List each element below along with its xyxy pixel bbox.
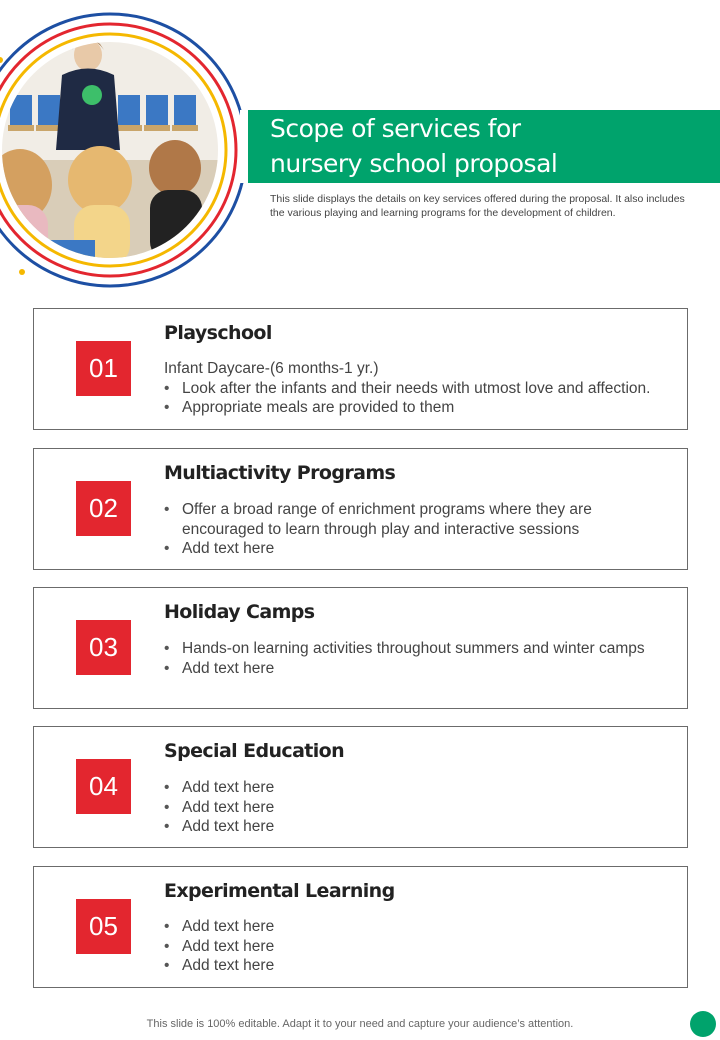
- bullet-list: [164, 639, 674, 678]
- bullet-item: • Add text here: [164, 817, 674, 837]
- card-title: Playschool: [164, 322, 272, 344]
- service-card-playschool: [33, 308, 688, 430]
- service-card-experimental-learning: [33, 866, 688, 988]
- bullet-item: • Offer a broad range of enrichment programs where they are encouraged to learn through play and interactive sessions: [164, 500, 674, 539]
- number-badge: 04: [76, 759, 131, 814]
- bullet-item: • Look after the infants and their needs with utmost love and affection.: [164, 379, 674, 399]
- bullet-list: [164, 778, 674, 837]
- service-card-holiday-camps: [33, 587, 688, 709]
- card-title: Experimental Learning: [164, 880, 395, 902]
- bullet-item: • Add text here: [164, 539, 674, 559]
- bullet-item: • Appropriate meals are provided to them: [164, 398, 674, 418]
- bullet-item: • Add text here: [164, 798, 674, 818]
- bullet-list: [164, 379, 674, 418]
- classroom-photo: [0, 0, 250, 300]
- number-badge: 05: [76, 899, 131, 954]
- number-badge: 03: [76, 620, 131, 675]
- bullet-item: • Hands-on learning activities throughout summers and winter camps: [164, 639, 674, 659]
- service-card-multiactivity: [33, 448, 688, 570]
- bullet-item: • Add text here: [164, 917, 674, 937]
- number-badge: 02: [76, 481, 131, 536]
- card-body: [164, 778, 674, 837]
- page-title: Scope of services for nursery school proposal: [270, 114, 558, 178]
- footer-note: This slide is 100% editable. Adapt it to your need and capture your audience’s attention.: [146, 1018, 574, 1030]
- card-body: [164, 917, 674, 976]
- bullet-item: • Add text here: [164, 956, 674, 976]
- bullet-list: [164, 500, 674, 559]
- card-body: [164, 639, 674, 678]
- card-intro: Infant Daycare-(6 months-1 yr.): [164, 360, 379, 377]
- number-badge: 01: [76, 341, 131, 396]
- card-body: [164, 500, 674, 559]
- bullet-item: • Add text here: [164, 659, 674, 679]
- page-subtitle: This slide displays the details on key services offered during the proposal. It also includes the various playing and learning programs for the development of children.: [270, 193, 685, 219]
- card-title: Holiday Camps: [164, 601, 315, 623]
- card-title: Special Education: [164, 740, 345, 762]
- service-card-special-education: [33, 726, 688, 848]
- card-title: Multiactivity Programs: [164, 462, 396, 484]
- corner-dot: [690, 1011, 716, 1037]
- bullet-item: • Add text here: [164, 937, 674, 957]
- bullet-item: • Add text here: [164, 778, 674, 798]
- bullet-list: [164, 917, 674, 976]
- card-body: [164, 359, 674, 418]
